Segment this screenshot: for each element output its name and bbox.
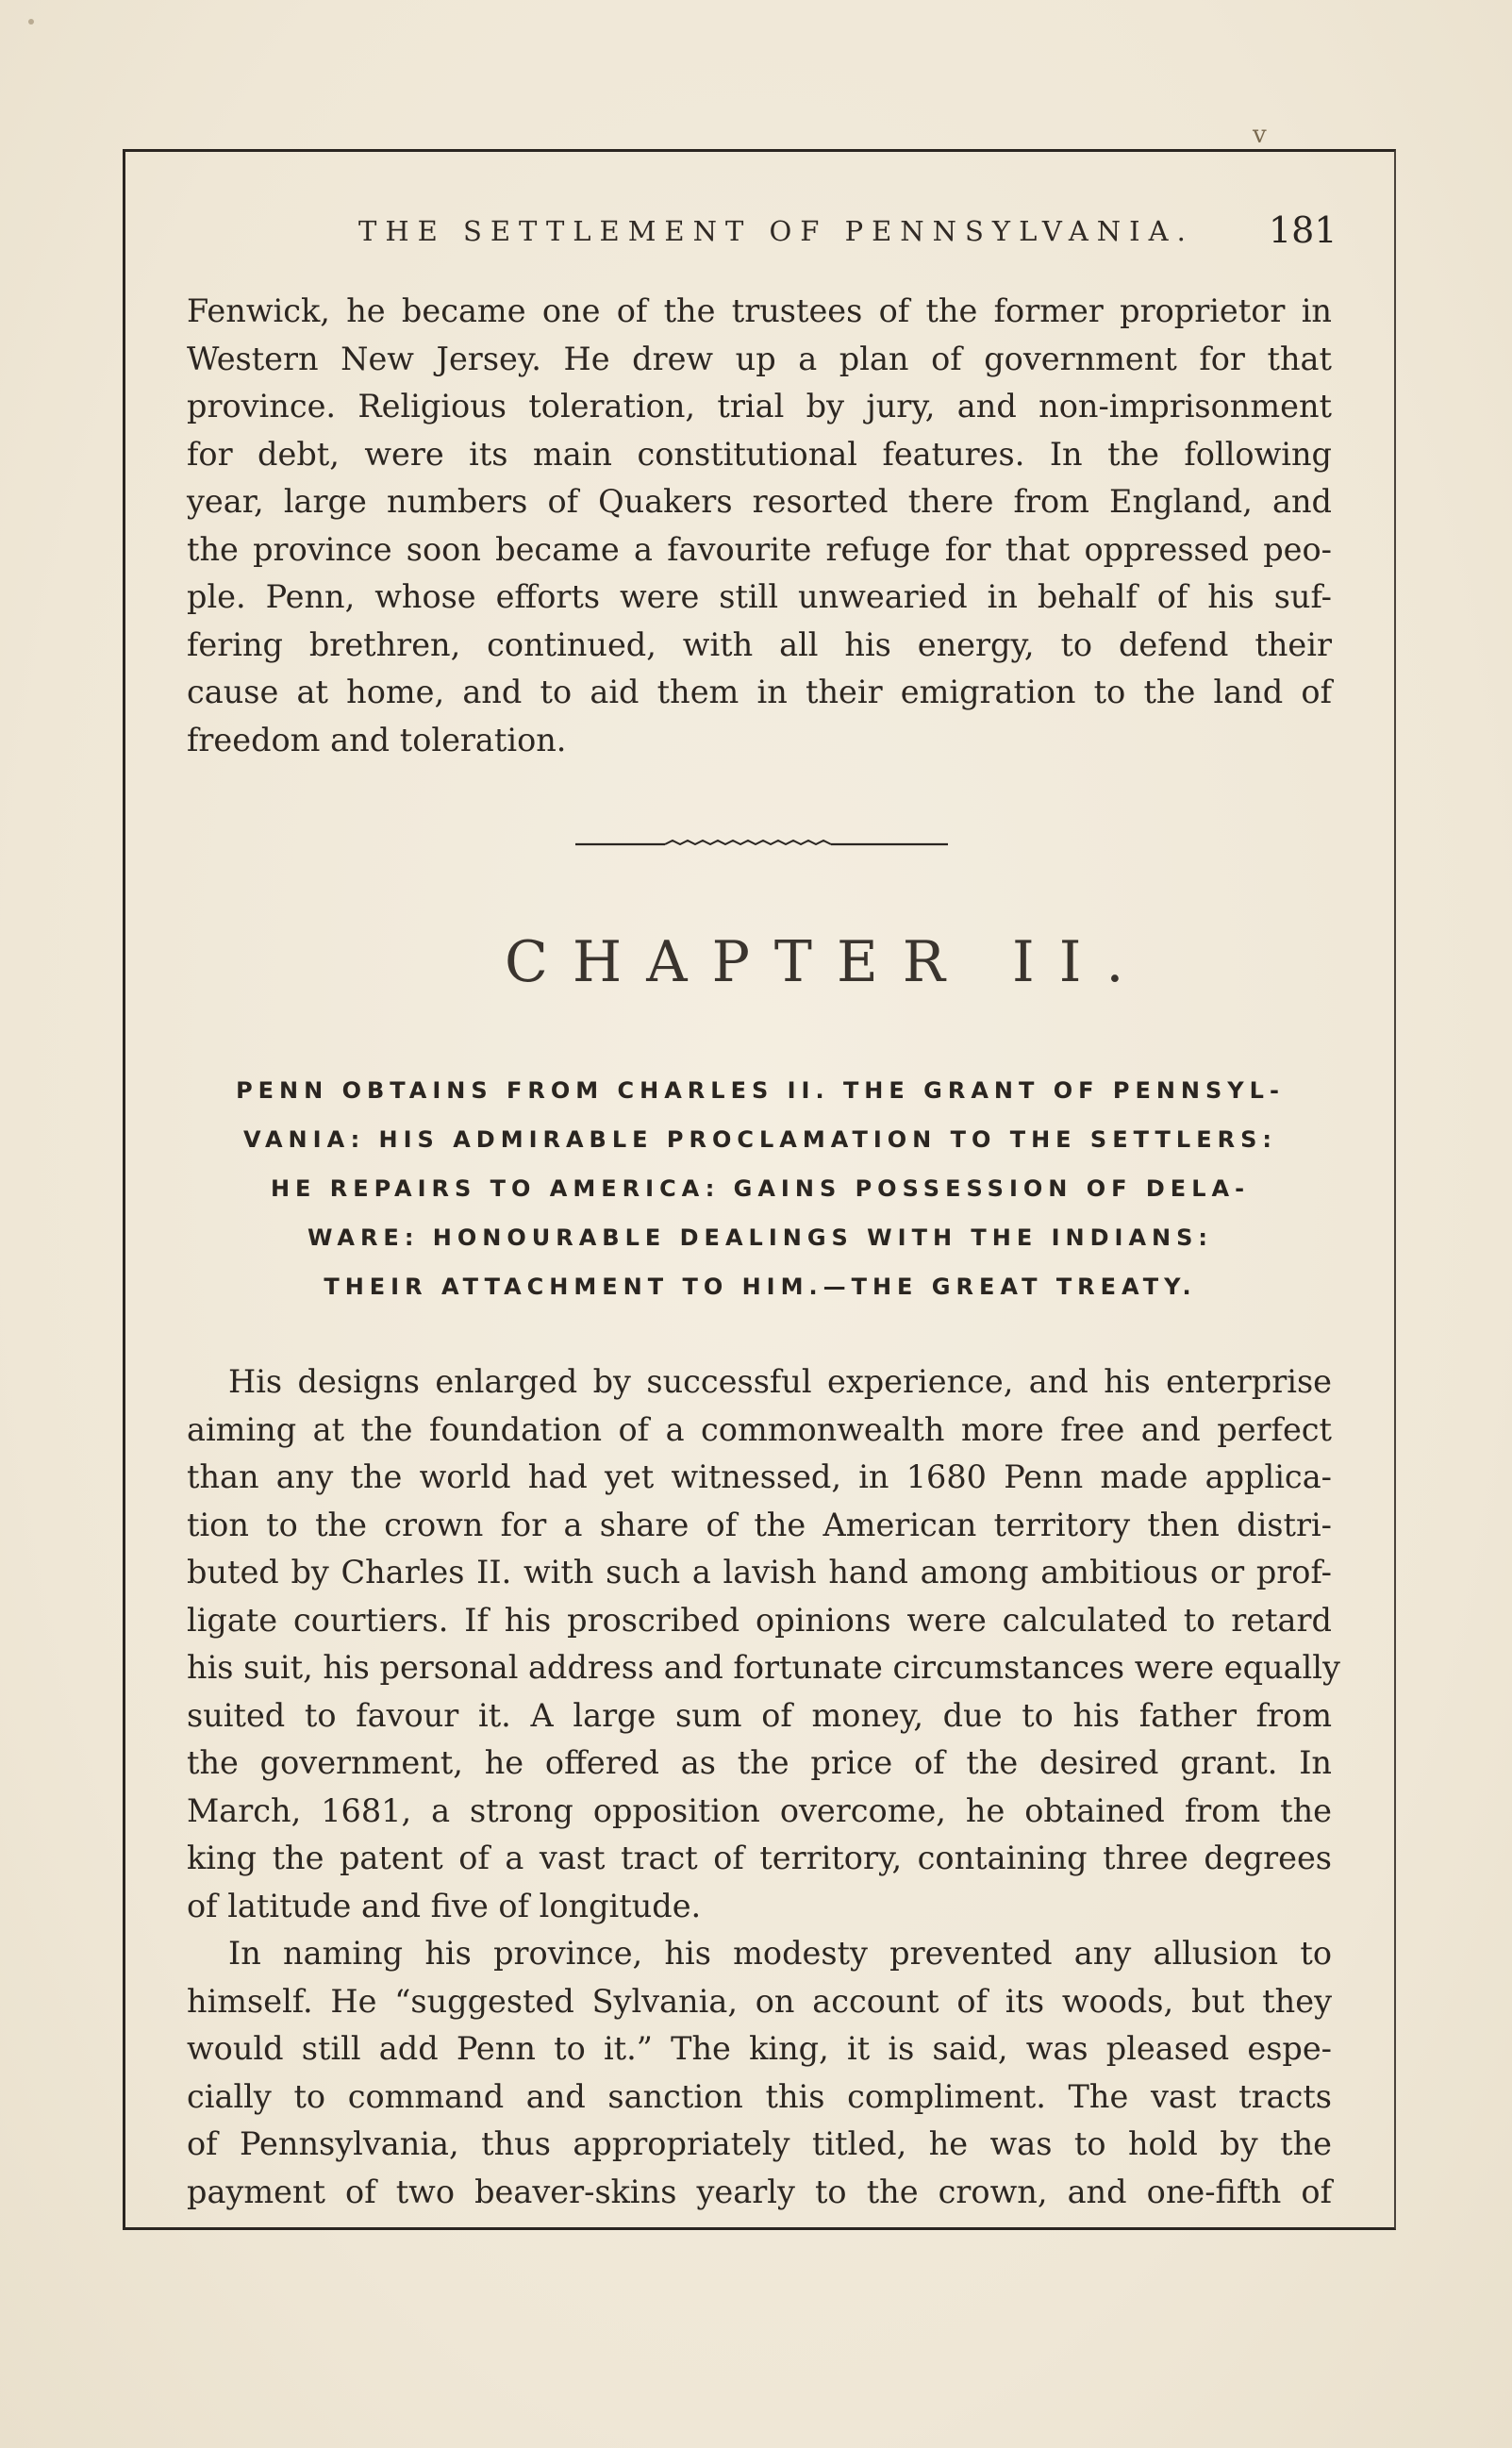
text-line: suited to favour it. A large sum of money, due to his father from — [187, 1696, 1332, 1734]
paragraph-2 — [187, 1358, 1340, 2216]
text-line: the province soon became a favourite refuge for that oppressed peo- — [187, 530, 1332, 568]
chapter-title: CHAPTER II. — [505, 929, 1149, 995]
summary-line: WARE: HONOURABLE DEALINGS WITH THE INDIANS: — [307, 1224, 1214, 1251]
text-line: buted by Charles II. with such a lavish hand among ambitious or prof- — [187, 1554, 1332, 1590]
text-line: cially to command and sanction this compliment. The vast tracts — [187, 2077, 1332, 2115]
text-line: of latitude and five of longitude. — [187, 1887, 702, 1924]
summary-line: THEIR ATTACHMENT TO HIM.—THE GREAT TREATY. — [324, 1274, 1197, 1300]
text-line: ple. Penn, whose efforts were still unwearied in behalf of his suf- — [187, 578, 1332, 615]
corner-mark: v — [1253, 121, 1267, 149]
summary-line: PENN OBTAINS FROM CHARLES II. THE GRANT OF PENNSYL- — [236, 1077, 1285, 1104]
text-line: payment of two beaver-skins yearly to the crown, and one-fifth of — [187, 2173, 1332, 2210]
text-line: province. Religious toleration, trial by jury, and non-imprisonment — [187, 388, 1332, 425]
section-divider-ornament — [575, 835, 948, 850]
text-line: of Pennsylvania, thus appropriately titled, he was to hold by the — [187, 2125, 1332, 2162]
margin-dot — [28, 19, 34, 25]
text-line: freedom and toleration. — [187, 721, 567, 758]
text-line: March, 1681, a strong opposition overcome, he obtained from the — [187, 1791, 1332, 1829]
text-line: cause at home, and to aid them in their emigration to the land of — [187, 674, 1332, 710]
text-line: his suit, his personal address and fortunate circumstances were equally — [187, 1649, 1340, 1686]
text-line: fering brethren, continued, with all his energy, to defend their — [187, 625, 1332, 663]
text-line: His designs enlarged by successful experience, and his enterprise — [228, 1363, 1332, 1400]
text-line: king the patent of a vast tract of territory, containing three degrees — [187, 1840, 1332, 1876]
text-line: Fenwick, he became one of the trustees of the former proprietor in — [187, 292, 1332, 329]
text-line: than any the world had yet witnessed, in 1680 Penn made applica- — [187, 1458, 1332, 1495]
paragraph-1 — [187, 288, 1332, 764]
text-line: himself. He “suggested Sylvania, on account of its woods, but they — [187, 1982, 1332, 2020]
running-title: THE SETTLEMENT OF PENNSYLVANIA. — [358, 215, 1194, 247]
text-line: year, large numbers of Quakers resorted there from England, and — [187, 483, 1332, 520]
text-line: Western New Jersey. He drew up a plan of government for that — [187, 340, 1332, 377]
text-line: tion to the crown for a share of the American territory then distri- — [187, 1506, 1332, 1543]
summary-line: VANIA: HIS ADMIRABLE PROCLAMATION TO THE SETTLERS: — [243, 1126, 1277, 1153]
text-line: aiming at the foundation of a commonwealth more free and perfect — [187, 1410, 1332, 1448]
text-line: for debt, were its main constitutional features. In the following — [187, 435, 1332, 473]
text-line: the government, he offered as the price of the desired grant. In — [187, 1744, 1332, 1781]
summary-line: HE REPAIRS TO AMERICA: GAINS POSSESSION OF DELA- — [270, 1175, 1251, 1202]
chapter-summary — [196, 1066, 1324, 1311]
text-line: ligate courtiers. If his proscribed opinions were calculated to retard — [187, 1601, 1332, 1639]
text-line: In naming his province, his modesty prevented any allusion to — [228, 1935, 1332, 1972]
page-number: 181 — [1269, 209, 1338, 251]
text-line: would still add Penn to it.” The king, it is said, was pleased espe- — [187, 2030, 1332, 2067]
